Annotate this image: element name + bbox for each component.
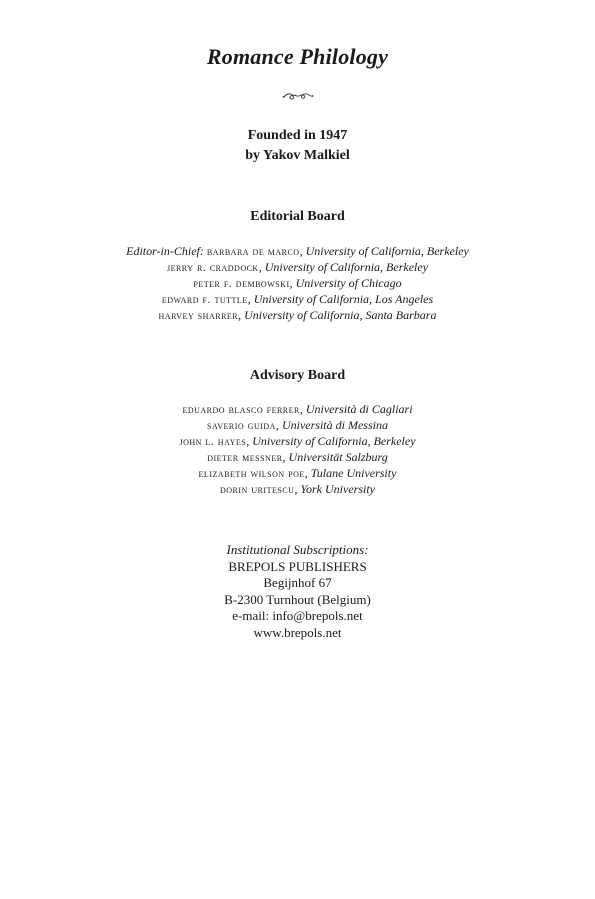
member-affiliation: Tulane University	[310, 466, 397, 480]
member-name: elizabeth wilson poe	[198, 466, 305, 480]
subscriptions-block	[0, 542, 595, 641]
member-name: dorin uritescu	[219, 482, 295, 496]
editorial-member: Editor-in-Chief: barbara de marco, University of California, Berkeley	[126, 244, 469, 258]
advisory-member: eduardo blasco ferrer, Università di Cagliari	[182, 402, 413, 416]
subscriptions-label: Institutional Subscriptions:	[226, 542, 369, 557]
member-affiliation: Università di Cagliari	[305, 402, 413, 416]
member-name: barbara de marco	[206, 244, 300, 258]
member-name: john l. hayes	[179, 434, 247, 448]
advisory-member: saverio guida, Università di Messina	[207, 418, 388, 432]
member-affiliation: University of California, Los Angeles	[253, 292, 434, 306]
editorial-member: peter f. dembowski, University of Chicago	[193, 276, 402, 290]
editorial-board-heading: Editorial Board	[250, 209, 345, 224]
editorial-member: edward f. tuttle, University of California, Los Angeles	[161, 292, 434, 306]
member-affiliation: University of California, Santa Barbara	[244, 308, 437, 322]
member-affiliation: University of California, Berkeley	[264, 260, 429, 274]
member-name: jerry r. craddock	[166, 260, 259, 274]
member-affiliation: University of California, Berkeley	[305, 244, 469, 258]
advisory-member: dieter messner, Universität Salzburg	[207, 450, 388, 464]
publisher-city: B-2300 Turnhout (Belgium)	[224, 591, 371, 607]
editorial-member: jerry r. craddock, University of California, Berkeley	[166, 260, 429, 274]
journal-title: Romance Philology	[206, 44, 389, 69]
editor-in-chief-label: Editor-in-Chief:	[126, 244, 204, 258]
founded-year: Founded in 1947	[247, 128, 348, 143]
member-name: eduardo blasco ferrer	[182, 402, 300, 416]
advisory-board-list	[0, 401, 595, 497]
advisory-member: elizabeth wilson poe, Tulane University	[198, 466, 397, 480]
member-affiliation: York University	[300, 482, 375, 496]
member-name: harvey sharrer	[158, 308, 239, 322]
member-affiliation: University of California, Berkeley	[252, 434, 416, 448]
member-name: peter f. dembowski	[193, 276, 290, 290]
member-name: edward f. tuttle	[161, 292, 248, 306]
publisher-website[interactable]: www.brepols.net	[253, 624, 342, 640]
member-name: saverio guida	[207, 418, 276, 432]
member-name: dieter messner	[207, 450, 283, 464]
advisory-board-heading: Advisory Board	[249, 368, 346, 383]
publisher-name: BREPOLS PUBLISHERS	[228, 558, 367, 574]
founded-block	[0, 126, 595, 166]
publisher-email[interactable]: e-mail: info@brepols.net	[232, 608, 363, 623]
advisory-member: john l. hayes, University of California, Berkeley	[179, 434, 416, 448]
publisher-street: Begijnhof 67	[263, 575, 332, 590]
editorial-member: harvey sharrer, University of California, Santa Barbara	[158, 308, 437, 322]
founder: by Yakov Malkiel	[245, 148, 350, 163]
editorial-board-list	[0, 243, 595, 323]
fleuron-ornament-icon	[0, 90, 595, 104]
member-affiliation: Università di Messina	[281, 418, 388, 432]
member-affiliation: University of Chicago	[295, 276, 402, 290]
member-affiliation: Universität Salzburg	[288, 450, 388, 464]
advisory-member: dorin uritescu, York University	[219, 482, 375, 496]
